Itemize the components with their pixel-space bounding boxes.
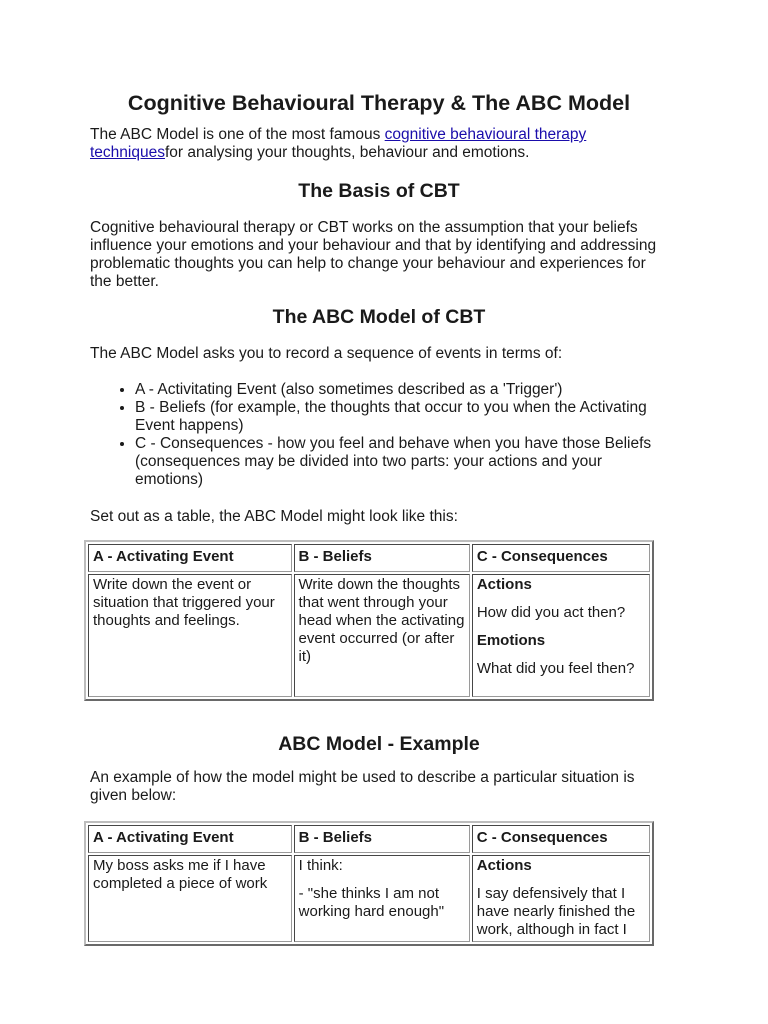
abc-model-table [84, 540, 654, 701]
actions-text: I say defensively that I have nearly finished the work, although in fact I [476, 885, 636, 938]
table-row [88, 574, 650, 697]
cell-beliefs: Write down the thoughts that went through your head when the activating event occurred (or after it) [294, 574, 470, 697]
beliefs-intro: I think: [298, 857, 343, 874]
header-consequences: C - Consequences [472, 825, 650, 853]
example-heading: ABC Model - Example [278, 733, 480, 755]
header-consequences: C - Consequences [472, 544, 650, 572]
list-item-a: • A - Activitating Event (also sometimes described as a 'Trigger') [135, 381, 668, 399]
actions-label: Actions [476, 576, 532, 593]
cbt-techniques-link[interactable]: cognitive behavioural therapy techniques [90, 126, 587, 161]
table-intro-paragraph: Set out as a table, the ABC Model might look like this: [90, 508, 458, 525]
table-header-row [88, 544, 650, 572]
basis-heading: The Basis of CBT [298, 180, 460, 202]
abc-list [90, 381, 668, 489]
page-title: Cognitive Behavioural Therapy & The ABC Model [127, 91, 631, 115]
cell-activating-event: My boss asks me if I have completed a piece of work [88, 855, 292, 942]
list-item-b: • B - Beliefs (for example, the thoughts that occur to you when the Activating Event happens) [135, 399, 668, 435]
document-page [90, 88, 668, 946]
emotions-label: Emotions [476, 632, 546, 649]
abc-model-heading: The ABC Model of CBT [272, 306, 486, 328]
example-paragraph: An example of how the model might be used to describe a particular situation is given below: [90, 769, 635, 804]
example-table [84, 821, 654, 946]
header-beliefs: B - Beliefs [294, 544, 470, 572]
header-activating-event: A - Activating Event [88, 825, 292, 853]
header-activating-event: A - Activating Event [88, 544, 292, 572]
cell-activating-event: Write down the event or situation that triggered your thoughts and feelings. [88, 574, 292, 697]
cell-consequences [472, 574, 650, 697]
beliefs-thought: - "she thinks I am not working hard enough" [298, 885, 445, 920]
header-beliefs: B - Beliefs [294, 825, 470, 853]
actions-label: Actions [476, 857, 532, 874]
actions-text: How did you act then? [476, 604, 626, 621]
intro-text-after: for analysing your thoughts, behaviour and emotions. [164, 144, 530, 161]
table-row [88, 855, 650, 942]
table-header-row [88, 825, 650, 853]
cell-beliefs [294, 855, 470, 942]
cell-consequences [472, 855, 650, 942]
intro-text-before: The ABC Model is one of the most famous [90, 126, 385, 143]
intro-paragraph [90, 126, 668, 162]
list-item-c: • C - Consequences - how you feel and behave when you have those Beliefs (consequences may be divided into two parts: your actions and your emotions) [135, 435, 668, 489]
emotions-text: What did you feel then? [476, 660, 635, 677]
abc-model-paragraph: The ABC Model asks you to record a sequence of events in terms of: [90, 345, 563, 362]
basis-paragraph: Cognitive behavioural therapy or CBT works on the assumption that your beliefs influence your emotions and your behaviour and that by identifying and addressing problematic thoughts you can help to change your behaviour and experiences for the better. [90, 219, 657, 290]
